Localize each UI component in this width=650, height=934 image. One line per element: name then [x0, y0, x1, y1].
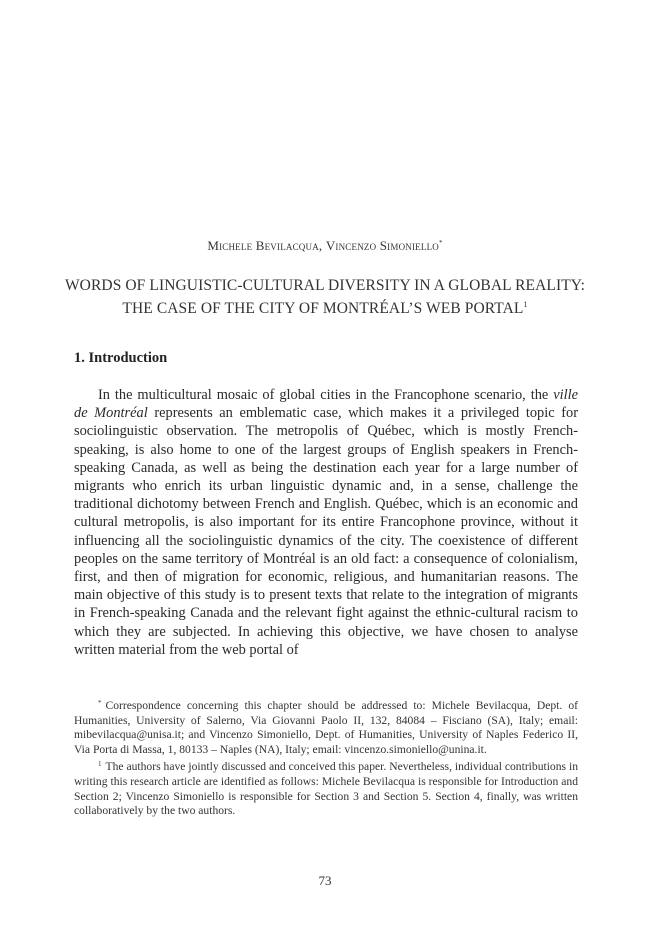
footnote [74, 696, 578, 757]
chapter-title [40, 276, 610, 318]
author-separator: , [318, 238, 326, 253]
footnotes [74, 696, 578, 819]
footnote-mark: * [438, 239, 443, 247]
title-line-text: THE CASE OF THE CITY OF MONTRÉAL’S WEB PORTAL [122, 300, 524, 317]
body-text: In the multicultural mosaic of global cities in the Francophone scenario, the [98, 387, 554, 403]
footnote-mark: 1 [523, 300, 528, 309]
footnote [74, 757, 578, 818]
author-name: Michele Bevilacqua [207, 238, 319, 253]
body-italic-text: ville de Montréal [74, 387, 578, 422]
footnote-mark: 1 [98, 760, 102, 769]
title-line [40, 295, 610, 318]
footnote-text: The authors have jointly discussed and conceived this paper. Nevertheless, individual contributions in writing this research article are identified as follows: Michele Bevilacqua is responsible for Introduction and Section 2; Vincenzo Simoniello is responsible for Section 3 and Section 5. Section 4, finally, was written collaboratively by the two authors. [74, 760, 578, 818]
section-heading: 1. Introduction [74, 350, 168, 366]
footnote-mark: * [98, 699, 102, 707]
body-text: represents an emblematic case, which makes it a privileged topic for sociolinguistic observation. The metropolis of Québec, which is mostly French-speaking, is also home to one of the largest groups of English speakers in French-speaking Canada, as well as being the destination each year for a large number of migrants who enrich its urban linguistic dynamic and, in a sense, challenge the traditional dichotomy between French and English. Québec, which is an economic and cultural metropolis, is also important for its entire Francophone province, without it influencing all the sociolinguistic dynamics of the city. The coexistence of different peoples on the same territory of Montréal is an old fact: a consequence of colonialism, first, and then of migration for economic, religious, and humanitarian reasons. The main objective of this study is to present texts that relate to the integration of migrants in French-speaking Canada and the relevant fight against the ethnic-cultural racism to which they are subjected. In achieving this objective, we have chosen to analyse written material from the web portal of [74, 405, 578, 658]
chapter-authors [0, 238, 650, 254]
footnote-text: Correspondence concerning this chapter should be addressed to: Michele Bevilacqua, Dept. of Humanities, University of Salerno, Via Giovanni Paolo II, 132, 84084 – Fisciano (SA), Italy; email: mibevilacqua@unisa.it; and Vincenzo Simoniello, Dept. of Humanities, University of Naples Federico II, Via Porta di Massa, 1, 80133 – Naples (NA), Italy; email: vincenzo.simoniello@unina.it. [74, 699, 578, 756]
body-paragraph [74, 386, 578, 659]
title-line: WORDS OF LINGUISTIC-CULTURAL DIVERSITY IN A GLOBAL REALITY: [64, 277, 586, 294]
author-name: Vincenzo Simoniello [325, 238, 439, 253]
page-number: 73 [318, 873, 332, 888]
